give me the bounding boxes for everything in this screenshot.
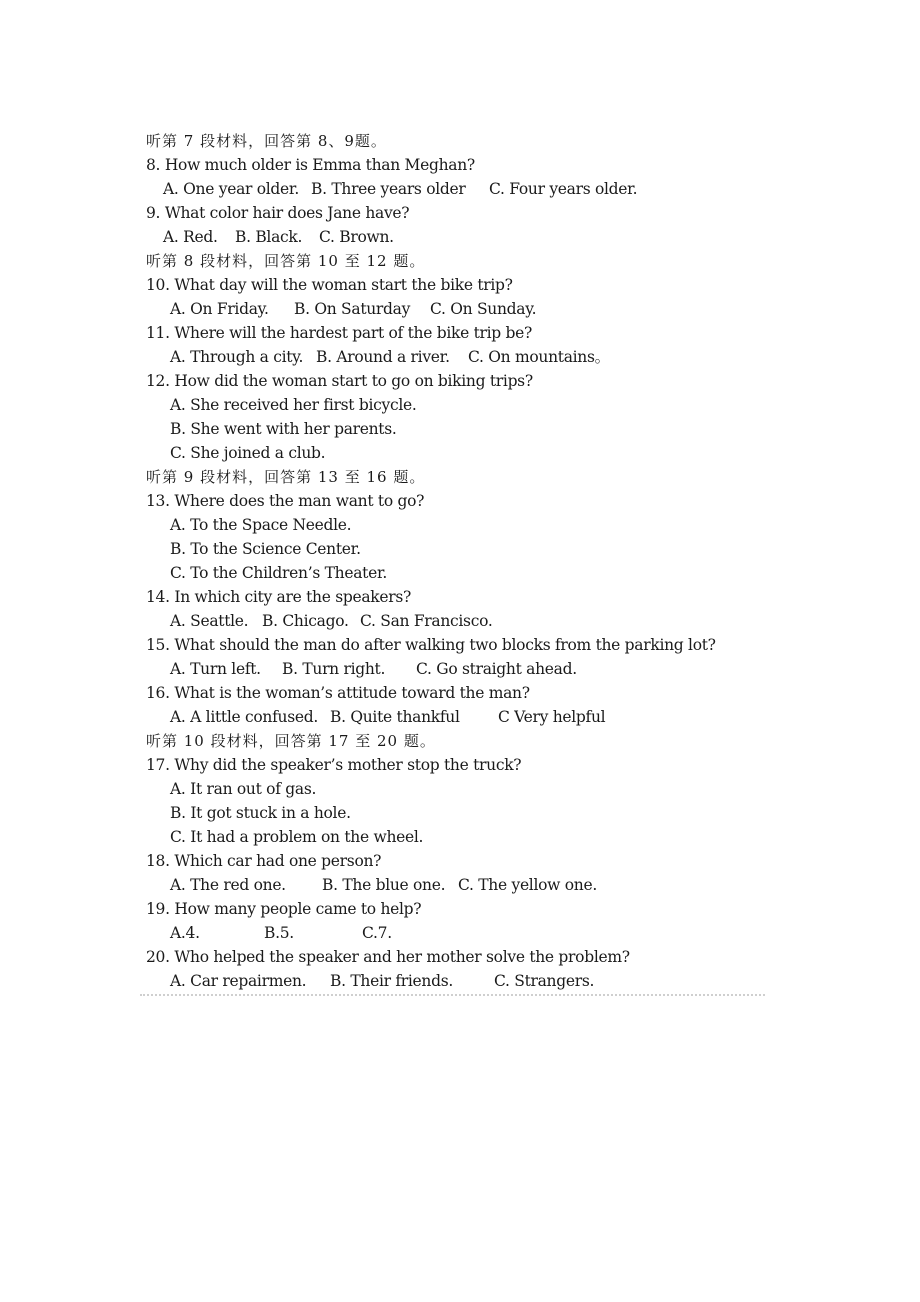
option-a: A. Through a city. [170, 348, 304, 366]
option-line [146, 513, 786, 537]
question-stem: 16. What is the woman’s attitude toward the man? [146, 684, 530, 702]
option-a: A. To the Space Needle. [170, 516, 352, 534]
option-a: A. Red. [163, 228, 218, 246]
option-a: A. On Friday. [170, 300, 269, 318]
question-stem: 17. Why did the speaker’s mother stop the truck? [146, 756, 522, 774]
option-b: B. Chicago. [262, 612, 349, 630]
option-line [146, 873, 786, 897]
option-c: C. San Francisco. [360, 612, 493, 630]
option-c: C Very helpful [498, 708, 606, 726]
option-a: A. A little confused. [170, 708, 318, 726]
option-c: C. Strangers. [494, 972, 595, 990]
option-b: B. Their friends. [330, 972, 453, 990]
option-line [146, 969, 786, 993]
question-stem: 11. Where will the hardest part of the bike trip be? [146, 324, 533, 342]
question-list [146, 129, 786, 993]
option-b: B. Quite thankful [330, 708, 460, 726]
option-b: B. The blue one. [322, 876, 446, 894]
option-line [146, 921, 786, 945]
section-heading: 听第 7 段材料，回答第 8、9题。 [146, 132, 387, 150]
option-line [146, 657, 786, 681]
option-b: B.5. [264, 924, 294, 942]
question-stem: 15. What should the man do after walking two blocks from the parking lot? [146, 636, 716, 654]
option-c: C.7. [362, 924, 392, 942]
option-b: B. Black. [235, 228, 303, 246]
option-a: A. One year older. [163, 180, 299, 198]
question-stem: 8. How much older is Emma than Meghan? [146, 156, 475, 174]
option-c: C. On Sunday. [430, 300, 537, 318]
option-line [146, 801, 786, 825]
option-c: C. On mountains。 [468, 348, 610, 366]
question-stem: 18. Which car had one person? [146, 852, 382, 870]
option-line [146, 177, 786, 201]
question-stem: 14. In which city are the speakers? [146, 588, 412, 606]
option-line [146, 441, 786, 465]
question-stem: 10. What day will the woman start the bike trip? [146, 276, 513, 294]
option-line [146, 561, 786, 585]
option-c: C. Four years older. [489, 180, 638, 198]
option-a: A. The red one. [170, 876, 286, 894]
option-b: B. It got stuck in a hole. [170, 804, 351, 822]
question-stem: 20. Who helped the speaker and her mother solve the problem? [146, 948, 630, 966]
option-c: C. To the Children’s Theater. [170, 564, 387, 582]
option-a: A. Seattle. [170, 612, 249, 630]
option-a: A.4. [170, 924, 200, 942]
bottom-divider [140, 994, 765, 996]
option-line [146, 225, 786, 249]
option-a: A. It ran out of gas. [170, 780, 317, 798]
option-c: C. It had a problem on the wheel. [170, 828, 424, 846]
option-line [146, 297, 786, 321]
option-a: A. Turn left. [170, 660, 261, 678]
option-line [146, 777, 786, 801]
option-a: A. She received her first bicycle. [170, 396, 417, 414]
question-stem: 9. What color hair does Jane have? [146, 204, 410, 222]
section-heading: 听第 9 段材料，回答第 13 至 16 题。 [146, 468, 426, 486]
question-stem: 13. Where does the man want to go? [146, 492, 425, 510]
option-line [146, 609, 786, 633]
option-b: B. She went with her parents. [170, 420, 397, 438]
option-b: B. Around a river. [316, 348, 450, 366]
option-b: B. Turn right. [282, 660, 386, 678]
option-line [146, 537, 786, 561]
option-b: B. Three years older [311, 180, 466, 198]
option-line [146, 417, 786, 441]
section-heading: 听第 8 段材料，回答第 10 至 12 题。 [146, 252, 426, 270]
option-line [146, 393, 786, 417]
option-c: C. The yellow one. [458, 876, 597, 894]
option-b: B. On Saturday [294, 300, 411, 318]
option-c: C. Brown. [319, 228, 394, 246]
option-line [146, 345, 786, 369]
question-stem: 19. How many people came to help? [146, 900, 422, 918]
option-a: A. Car repairmen. [170, 972, 307, 990]
question-stem: 12. How did the woman start to go on biking trips? [146, 372, 533, 390]
option-c: C. Go straight ahead. [416, 660, 577, 678]
option-c: C. She joined a club. [170, 444, 326, 462]
section-heading: 听第 10 段材料，回答第 17 至 20 题。 [146, 732, 436, 750]
option-line [146, 825, 786, 849]
option-line [146, 705, 786, 729]
option-b: B. To the Science Center. [170, 540, 361, 558]
